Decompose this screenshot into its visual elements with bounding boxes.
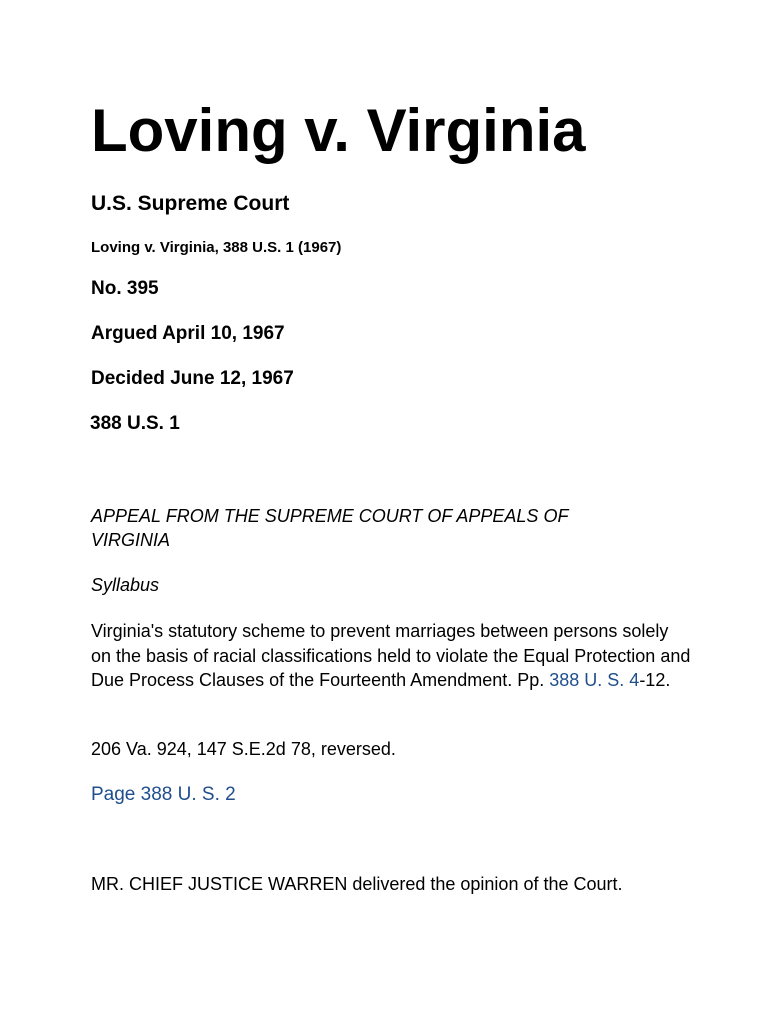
case-title: Loving v. Virginia bbox=[91, 97, 586, 164]
opinion-intro: MR. CHIEF JUSTICE WARREN delivered the opinion of the Court. bbox=[91, 874, 623, 894]
holding-text: Virginia's statutory scheme to prevent marriages between persons solely on the basis of racial classifications held to violate the Equal Protection and Due Process Clauses of the Fourteenth Amendment. Pp. bbox=[91, 621, 691, 690]
case-citation: Loving v. Virginia, 388 U.S. 1 (1967) bbox=[91, 239, 342, 256]
syllabus-heading: Syllabus bbox=[91, 575, 160, 595]
disposition: 206 Va. 924, 147 S.E.2d 78, reversed. bbox=[91, 739, 396, 759]
court-name: U.S. Supreme Court bbox=[91, 192, 290, 215]
page-marker-link[interactable]: Page 388 U. S. 2 bbox=[91, 784, 236, 805]
page-reference-link[interactable]: 388 U. S. 4 bbox=[549, 670, 640, 690]
argued-date: Argued April 10, 1967 bbox=[91, 323, 285, 344]
syllabus-holding bbox=[91, 619, 691, 693]
holding-text-end: -12. bbox=[639, 670, 671, 690]
reporter-citation: 388 U.S. 1 bbox=[90, 413, 180, 434]
appeal-line: APPEAL FROM THE SUPREME COURT OF APPEALS OF VIRGINIA bbox=[91, 506, 569, 550]
docket-number: No. 395 bbox=[91, 278, 159, 299]
decided-date: Decided June 12, 1967 bbox=[91, 368, 294, 389]
